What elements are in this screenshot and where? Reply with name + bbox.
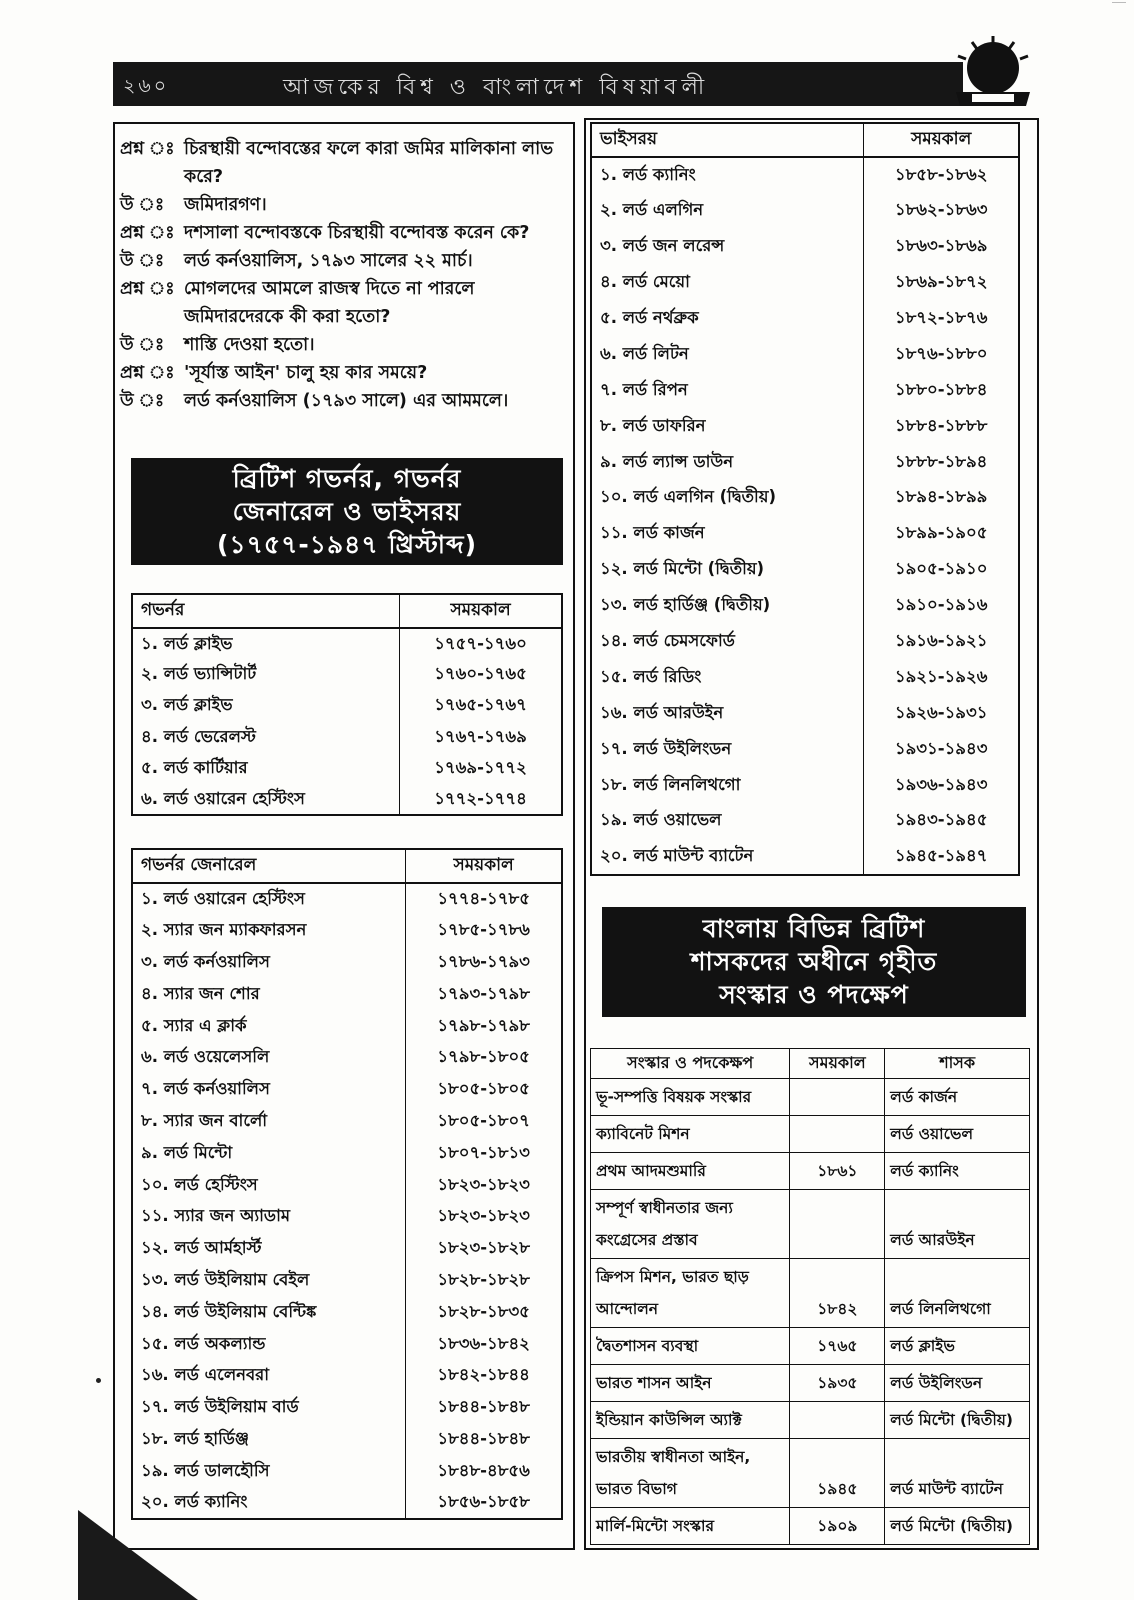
table-row (591, 659, 1019, 695)
table-cell: ১৭৬৭-১৭৬৯ (400, 722, 562, 753)
table-cell: ১৯. লর্ড ওয়াভেল (591, 803, 864, 839)
reforms-table (590, 1048, 1030, 1545)
table-cell: ১৮৪২ (790, 1259, 885, 1328)
table-cell: ১৭৭২-১৭৭৪ (400, 784, 562, 815)
stray-dot (96, 1378, 101, 1383)
table-cell: ২০. লর্ড ক্যানিং (132, 1487, 406, 1519)
section-title-box: ব্রিটিশ গভর্নর, গভর্নর জেনারেল ও ভাইসরয় (১৭৫৭-১৯৪৭ খ্রিস্টাব্দ) (131, 458, 563, 565)
table-cell: ১৩. লর্ড হার্ডিঞ্জ (দ্বিতীয়) (591, 588, 864, 624)
table-cell: ১৮. লর্ড লিনলিথগো (591, 767, 864, 803)
publisher-logo-icon (952, 36, 1034, 112)
table-cell: ১৮৩৬-১৮৪২ (406, 1328, 562, 1360)
table-cell: ১১. স্যার জন অ্যাডাম (132, 1201, 406, 1233)
table-cell: ১৭৬০-১৭৬৫ (400, 659, 562, 690)
table-cell: লর্ড কার্জন (885, 1079, 1030, 1116)
table-cell: ১৬. লর্ড এলেনবরা (132, 1360, 406, 1392)
qa-row: উ ঃ লর্ড কর্নওয়ালিস, ১৭৯৩ সালের ২২ মার্চ। (120, 251, 473, 271)
qa-row: প্রশ্ন ঃ মোগলদের আমলে রাজস্ব দিতে না পারলে জমিদারদেরকে কী করা হতো? (120, 279, 475, 327)
table-row (591, 444, 1019, 480)
table-cell: মার্লি-মিন্টো সংস্কার (591, 1508, 790, 1545)
table-cell: ১৭৬৯-১৭৭২ (400, 753, 562, 784)
table-row (132, 628, 562, 659)
table-cell: ২. লর্ড ভ্যান্সিটার্ট (132, 659, 400, 690)
table-cell: ২০. লর্ড মাউন্ট ব্যাটেন (591, 839, 864, 875)
page-header (113, 62, 963, 106)
table-row (591, 1365, 1030, 1402)
table-cell: ৫. লর্ড নর্থব্রুক (591, 301, 864, 337)
table-cell: ১৮৪৪-১৮৪৮ (406, 1392, 562, 1424)
table-row (591, 1116, 1030, 1153)
table-cell: ক্যাবিনেট মিশন (591, 1116, 790, 1153)
governors-table (131, 593, 563, 816)
table-cell: ১৪. লর্ড চেমসফোর্ড (591, 624, 864, 660)
table-row (591, 1190, 1030, 1259)
table-row (132, 1010, 562, 1042)
column-header: সময়কাল (400, 594, 562, 628)
table-cell: ৯. লর্ড মিন্টো (132, 1137, 406, 1169)
table-cell: ১৮. লর্ড হার্ডিঞ্জ (132, 1424, 406, 1456)
table-cell: ১৯. লর্ড ডালহৌসি (132, 1455, 406, 1487)
table-cell: ১৮৪৪-১৮৪৮ (406, 1424, 562, 1456)
table-cell (790, 1079, 885, 1116)
table-row (132, 1265, 562, 1297)
table-cell: ১৮৭৬-১৮৮০ (864, 336, 1019, 372)
table-cell: ভারতীয় স্বাধীনতা আইন, ভারত বিভাগ (591, 1439, 790, 1508)
corner-mark (1112, 2, 1126, 8)
table-row (591, 695, 1019, 731)
table-cell: ৫. স্যার এ ক্লার্ক (132, 1010, 406, 1042)
table-row (591, 767, 1019, 803)
table-cell: ১২. লর্ড আর্মহার্স্ট (132, 1233, 406, 1265)
page-number: ২৬০ (123, 75, 170, 97)
column-header: সময়কাল (790, 1049, 885, 1079)
table-cell: লর্ড মাউন্ট ব্যাটেন (885, 1439, 1030, 1508)
table-row (132, 659, 562, 690)
table-row (591, 1439, 1030, 1508)
table-cell: ১৮০৭-১৮১৩ (406, 1137, 562, 1169)
table-cell: ৬. লর্ড ওয়ারেন হেস্টিংস (132, 784, 400, 815)
table-row (132, 690, 562, 721)
table-row (591, 265, 1019, 301)
table-cell: লর্ড ওয়াভেল (885, 1116, 1030, 1153)
table-cell: ১৭৫৭-১৭৬০ (400, 628, 562, 659)
qa-row: প্রশ্ন ঃ 'সূর্যাস্ত আইন' চালু হয় কার সময়ে? (120, 363, 428, 383)
table-row (591, 1328, 1030, 1365)
table-cell: প্রথম আদমশুমারি (591, 1153, 790, 1190)
qa-row: উ ঃ শাস্তি দেওয়া হতো। (120, 335, 315, 355)
table-cell: ১৬. লর্ড আরউইন (591, 695, 864, 731)
table-cell: ১৩. লর্ড উইলিয়াম বেইল (132, 1265, 406, 1297)
table-row (132, 883, 562, 915)
table-row (591, 480, 1019, 516)
table-cell: ৮. স্যার জন বার্লো (132, 1106, 406, 1138)
table-cell: ১৭. লর্ড উইলিংডন (591, 731, 864, 767)
table-cell: ১৯৪৫-১৯৪৭ (864, 839, 1019, 875)
table-cell: ৪. লর্ড মেয়ো (591, 265, 864, 301)
column-header: গভর্নর জেনারেল (132, 849, 406, 883)
table-cell: ১৯২১-১৯২৬ (864, 659, 1019, 695)
table-cell: ১৮৫৮-১৮৬২ (864, 157, 1019, 193)
table-row (132, 947, 562, 979)
table-cell: ১৪. লর্ড উইলিয়াম বেন্টিঙ্ক (132, 1296, 406, 1328)
column-header: সময়কাল (864, 123, 1019, 157)
table-cell: ৮. লর্ড ডাফরিন (591, 408, 864, 444)
table-cell: ১. লর্ড ক্লাইভ (132, 628, 400, 659)
table-cell: ১৭৮৫-১৭৮৬ (406, 915, 562, 947)
table-cell: ১৮৬৩-১৮৬৯ (864, 229, 1019, 265)
table-cell: ১৮৬৯-১৮৭২ (864, 265, 1019, 301)
column-header: সংস্কার ও পদকেক্ষপ (591, 1049, 790, 1079)
table-cell: ১৮৯৪-১৮৯৯ (864, 480, 1019, 516)
table-row (132, 1296, 562, 1328)
table-cell: লর্ড মিন্টো (দ্বিতীয়) (885, 1402, 1030, 1439)
table-row (591, 336, 1019, 372)
table-cell: ১৯৩৫ (790, 1365, 885, 1402)
table-cell: ১৮৪৮-৪৮৫৬ (406, 1455, 562, 1487)
table-row (591, 157, 1019, 193)
table-row (591, 624, 1019, 660)
table-cell: লর্ড উইলিংডন (885, 1365, 1030, 1402)
table-cell: ১৮৬১ (790, 1153, 885, 1190)
table-cell: ৭. লর্ড রিপন (591, 372, 864, 408)
table-cell: ৩. লর্ড জন লরেন্স (591, 229, 864, 265)
column-header: ভাইসরয় (591, 123, 864, 157)
table-cell: ৬. লর্ড ওয়েলেসলি (132, 1042, 406, 1074)
page-title: আজকের বিশ্ব ও বাংলাদেশ বিষয়াবলী (283, 75, 710, 100)
table-cell (790, 1190, 885, 1259)
scan-shadow (78, 1510, 198, 1600)
table-cell: লর্ড ক্যানিং (885, 1153, 1030, 1190)
table-cell: ৪. লর্ড ভেরেলস্ট (132, 722, 400, 753)
table-cell: ৬. লর্ড লিটন (591, 336, 864, 372)
table-cell: ৩. লর্ড কর্নওয়ালিস (132, 947, 406, 979)
table-row (591, 193, 1019, 229)
table-row (132, 1360, 562, 1392)
table-cell: ১৯০৯ (790, 1508, 885, 1545)
table-cell: ১৯৩১-১৯৪৩ (864, 731, 1019, 767)
table-cell: ১২. লর্ড মিন্টো (দ্বিতীয়) (591, 552, 864, 588)
table-cell: ১৭৯৩-১৭৯৮ (406, 978, 562, 1010)
table-cell: ১৭৭৪-১৭৮৫ (406, 883, 562, 915)
table-cell: ১৭৯৮-১৮০৫ (406, 1042, 562, 1074)
table-row (591, 408, 1019, 444)
table-row (591, 516, 1019, 552)
table-cell: ১৮২৮-১৮৩৫ (406, 1296, 562, 1328)
table-cell: ১৮০৫-১৮০৭ (406, 1106, 562, 1138)
table-cell: ভারত শাসন আইন (591, 1365, 790, 1402)
table-cell: ১৮২৮-১৮২৮ (406, 1265, 562, 1297)
table-cell: ১৮২৩-১৮২৩ (406, 1201, 562, 1233)
table-cell: ১৯২৬-১৯৩১ (864, 695, 1019, 731)
table-cell: ১৭৯৮-১৭৯৮ (406, 1010, 562, 1042)
table-cell: ১৭৮৬-১৭৯৩ (406, 947, 562, 979)
table-cell: ১৯৪৩-১৯৪৫ (864, 803, 1019, 839)
table-cell: ১৮৬২-১৮৬৩ (864, 193, 1019, 229)
table-row (591, 301, 1019, 337)
table-row (591, 1259, 1030, 1328)
table-cell: ১৮৮০-১৮৮৪ (864, 372, 1019, 408)
table-cell: লর্ড লিনলিথগো (885, 1259, 1030, 1328)
table-row (132, 1106, 562, 1138)
table-cell: লর্ড মিন্টো (দ্বিতীয়) (885, 1508, 1030, 1545)
table-cell: ৭. লর্ড কর্নওয়ালিস (132, 1074, 406, 1106)
table-row (132, 1424, 562, 1456)
table-row (591, 372, 1019, 408)
table-cell: ১৭৬৫ (790, 1328, 885, 1365)
table-row (591, 1079, 1030, 1116)
table-row (591, 731, 1019, 767)
table-row (132, 1137, 562, 1169)
table-cell: ১৮২৩-১৮২৩ (406, 1169, 562, 1201)
table-cell: ১৯৩৬-১৯৪৩ (864, 767, 1019, 803)
table-row (591, 1153, 1030, 1190)
table-cell: ১৮৫৬-১৮৫৮ (406, 1487, 562, 1519)
table-cell: লর্ড ক্লাইভ (885, 1328, 1030, 1365)
table-cell: ১০. লর্ড হেস্টিংস (132, 1169, 406, 1201)
viceroys-table (590, 122, 1020, 876)
table-row (591, 229, 1019, 265)
column-header: সময়কাল (406, 849, 562, 883)
table-cell (790, 1402, 885, 1439)
table-cell: ৫. লর্ড কার্টিয়ার (132, 753, 400, 784)
table-cell: ১৯৪৫ (790, 1439, 885, 1508)
column-header: শাসক (885, 1049, 1030, 1079)
qa-row: প্রশ্ন ঃ চিরস্থায়ী বন্দোবস্তের ফলে কারা জমির মালিকানা লাভ করে? (120, 139, 554, 187)
table-row (132, 915, 562, 947)
table-cell: ১৭. লর্ড উইলিয়াম বার্ড (132, 1392, 406, 1424)
column-header: গভর্নর (132, 594, 400, 628)
table-row (132, 1074, 562, 1106)
table-cell: দ্বৈতশাসন ব্যবস্থা (591, 1328, 790, 1365)
table-row (132, 1392, 562, 1424)
qa-row: উ ঃ জমিদারগণ। (120, 195, 267, 215)
table-row (591, 1508, 1030, 1545)
table-cell: ১৯১৬-১৯২১ (864, 624, 1019, 660)
table-row (132, 1169, 562, 1201)
table-row (132, 1455, 562, 1487)
table-cell: ১০. লর্ড এলগিন (দ্বিতীয়) (591, 480, 864, 516)
table-row (132, 753, 562, 784)
table-cell: ২. স্যার জন ম্যাকফারসন (132, 915, 406, 947)
table-cell (790, 1116, 885, 1153)
table-cell: ১৯১০-১৯১৬ (864, 588, 1019, 624)
table-row (591, 1402, 1030, 1439)
table-cell: ১৮০৫-১৮০৫ (406, 1074, 562, 1106)
table-cell: ১৮৯৯-১৯০৫ (864, 516, 1019, 552)
table-cell: ইন্ডিয়ান কাউন্সিল অ্যাক্ট (591, 1402, 790, 1439)
table-cell: ১৫. লর্ড রিডিং (591, 659, 864, 695)
table-cell: ৩. লর্ড ক্লাইভ (132, 690, 400, 721)
table-row (132, 722, 562, 753)
table-cell: ৯. লর্ড ল্যান্স ডাউন (591, 444, 864, 480)
table-cell: ১৫. লর্ড অকল্যান্ড (132, 1328, 406, 1360)
table-cell: ১৮৭২-১৮৭৬ (864, 301, 1019, 337)
table-row (132, 1233, 562, 1265)
table-row (132, 978, 562, 1010)
table-cell: ১৮২৩-১৮২৮ (406, 1233, 562, 1265)
table-cell: ১৮৪২-১৮৪৪ (406, 1360, 562, 1392)
table-row (132, 784, 562, 815)
qa-row: প্রশ্ন ঃ দশসালা বন্দোবস্তকে চিরস্থায়ী বন্দোবস্ত করেন কে? (120, 223, 530, 243)
table-row (132, 1201, 562, 1233)
table-cell: ১. লর্ড ওয়ারেন হেস্টিংস (132, 883, 406, 915)
table-cell: লর্ড আরউইন (885, 1190, 1030, 1259)
table-cell: ১. লর্ড ক্যানিং (591, 157, 864, 193)
table-row (132, 1042, 562, 1074)
table-cell: ২. লর্ড এলগিন (591, 193, 864, 229)
table-cell: ১৯০৫-১৯১০ (864, 552, 1019, 588)
table-cell: ক্রিপস মিশন, ভারত ছাড় আন্দোলন (591, 1259, 790, 1328)
table-row (591, 588, 1019, 624)
table-cell: ১৮৮৮-১৮৯৪ (864, 444, 1019, 480)
qa-row: উ ঃ লর্ড কর্নওয়ালিস (১৭৯৩ সালে) এর আমমলে। (120, 391, 509, 411)
table-cell: ১৮৮৪-১৮৮৮ (864, 408, 1019, 444)
table-cell: ১১. লর্ড কার্জন (591, 516, 864, 552)
governor-generals-table (131, 848, 563, 1520)
table-row (591, 803, 1019, 839)
table-cell: সম্পূর্ণ স্বাধীনতার জন্য কংগ্রেসের প্রস্তাব (591, 1190, 790, 1259)
table-row (591, 839, 1019, 875)
table-cell: ভূ-সম্পত্তি বিষয়ক সংস্কার (591, 1079, 790, 1116)
table-cell: ১৭৬৫-১৭৬৭ (400, 690, 562, 721)
table-row (132, 1328, 562, 1360)
qa-section (120, 135, 570, 415)
table-cell: ৪. স্যার জন শোর (132, 978, 406, 1010)
section-title-box: বাংলায় বিভিন্ন ব্রিটিশ শাসকদের অধীনে গৃহীত সংস্কার ও পদক্ষেপ (602, 907, 1026, 1017)
table-row (591, 552, 1019, 588)
